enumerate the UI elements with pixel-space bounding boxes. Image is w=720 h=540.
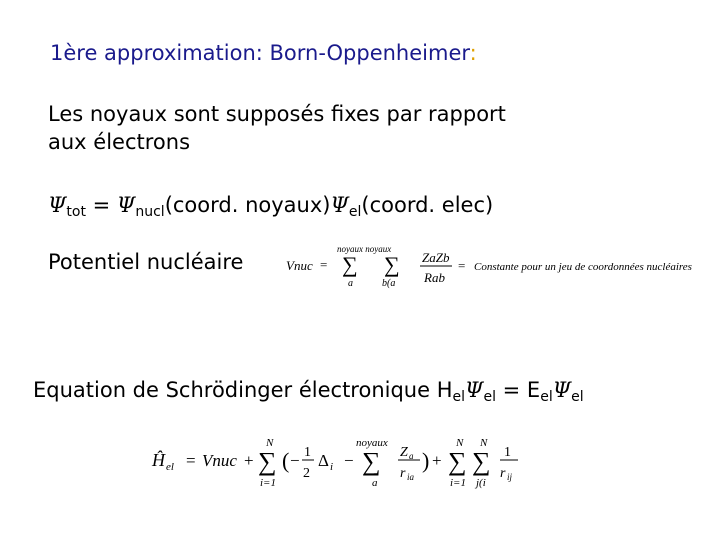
z-index: a (409, 451, 414, 461)
subscript-el: el (540, 389, 553, 405)
sum-lower-i1: i=1 (260, 477, 276, 489)
sum-sign: ∑ (342, 252, 358, 277)
psi-symbol: Ψ (48, 193, 67, 217)
vnuc: Vnuc (202, 451, 237, 470)
vnuc-symbol: Vnuc (286, 258, 313, 273)
psi-symbol: Ψ (465, 378, 484, 402)
subscript-el: el (452, 389, 466, 405)
h-hat: Ĥ (152, 450, 165, 470)
sum-top-label: noyaux noyaux (337, 244, 392, 254)
sum-index-a: a (348, 278, 353, 289)
h-symbol: H (436, 378, 453, 402)
sum-lower-j: j(i (476, 477, 486, 489)
close-paren: ) (422, 448, 430, 473)
half-num: 1 (304, 445, 311, 460)
subscript-el: el (348, 204, 362, 220)
psi-symbol: Ψ (116, 193, 136, 217)
plus: + (432, 451, 442, 470)
coord-elec: (coord. elec) (361, 193, 494, 217)
formula-equals: = (320, 257, 328, 272)
denominator: Rab (424, 270, 445, 285)
psi-symbol: Ψ (330, 193, 349, 217)
delta: Δ (318, 451, 329, 470)
r-index: ij (507, 472, 513, 482)
one-num: 1 (504, 445, 511, 460)
e-symbol: E (526, 378, 541, 402)
schrodinger-label: Equation de Schrödinger électronique (33, 378, 431, 402)
open-paren: ( (282, 448, 290, 473)
r-index: ia (407, 472, 415, 482)
paragraph-line-2: aux électrons (48, 130, 191, 154)
sum-sign: ∑ (258, 447, 277, 476)
sum-lower-i1: i=1 (450, 477, 466, 489)
subscript-el: el (571, 389, 584, 405)
sum-index-b: b(a (382, 278, 396, 289)
h-subscript: el (166, 461, 174, 473)
title-text: 1ère approximation: Born-Oppenheimer (50, 41, 470, 65)
subscript-el: el (483, 389, 496, 405)
potentiel-formula (282, 240, 718, 290)
schrodinger-equation (33, 378, 584, 405)
potentiel-label: Potentiel nucléaire (48, 250, 244, 274)
sum-sign: ∑ (448, 447, 467, 476)
sum-sign: ∑ (472, 447, 491, 476)
hamiltonian-formula (150, 432, 530, 492)
slide-title (50, 41, 477, 65)
sum-lower-a: a (372, 477, 378, 489)
plus: + (244, 451, 254, 470)
minus: − (290, 451, 300, 470)
sum-upper-n: N (266, 437, 274, 449)
sum-upper-noyaux: noyaux (356, 437, 388, 449)
sum-upper-n: N (456, 437, 464, 449)
subscript-nucl: nucl (135, 204, 165, 220)
subscript-tot: tot (66, 204, 86, 220)
title-colon: : (469, 41, 477, 65)
intro-paragraph (48, 100, 608, 156)
equals: = (186, 451, 196, 470)
coord-noyaux: (coord. noyaux) (164, 193, 331, 217)
psi-symbol: Ψ (552, 378, 572, 402)
z-num: Z (400, 445, 408, 460)
delta-index: i (330, 461, 334, 473)
constant-note: Constante pour un jeu de coordonnées nucléaires (474, 261, 692, 273)
formula-equals-2: = (458, 258, 466, 273)
r-den: r (400, 466, 406, 481)
sum-upper-n: N (480, 437, 488, 449)
wavefunction-equation (48, 193, 493, 220)
paragraph-line-1: Les noyaux sont supposés fixes par rapport (48, 102, 506, 126)
sum-sign: ∑ (384, 252, 400, 277)
r-den: r (500, 466, 506, 481)
equals-sign: = (495, 378, 527, 402)
minus: − (344, 451, 354, 470)
equals-sign: = (85, 193, 117, 217)
half-den: 2 (303, 466, 310, 481)
sum-sign: ∑ (362, 447, 381, 476)
numerator: ZaZb (422, 250, 450, 265)
